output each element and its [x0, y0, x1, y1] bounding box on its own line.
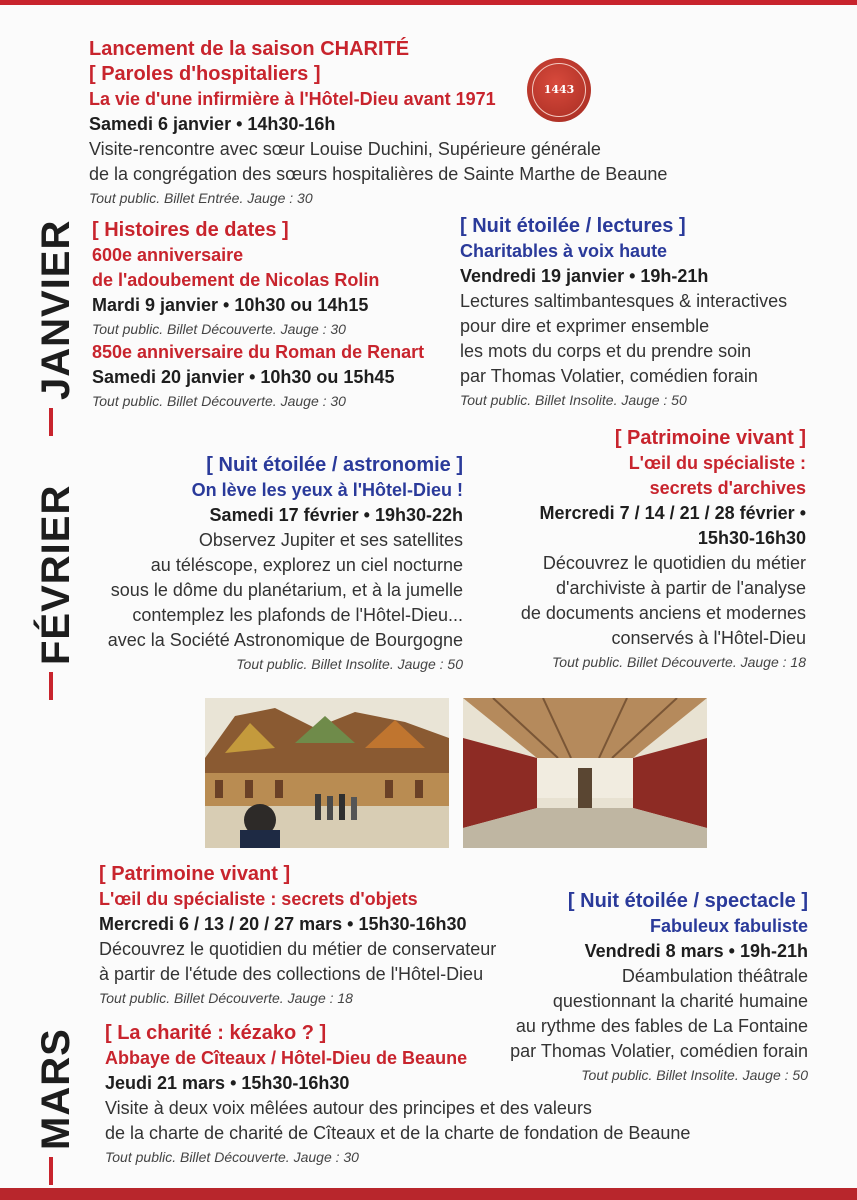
month-mars: MARS [34, 1028, 78, 1150]
seal-year: 1443 [543, 83, 575, 96]
event-desc: Déambulation théâtrale [621, 966, 808, 986]
event-tariff: Tout public. Billet Insolite. Jauge : 50 [236, 656, 463, 672]
event-desc: de la charte de charité de Cîteaux et de la charte de fondation de Beaune [105, 1123, 691, 1143]
event-desc: Visite à deux voix mêlées autour des principes et des valeurs [105, 1098, 592, 1118]
event-desc: Découvrez le quotidien du métier [542, 553, 806, 573]
event-date: Samedi 17 février • 19h30-22h [209, 505, 463, 525]
event-title: L'œil du spécialiste : secrets d'objets [99, 889, 418, 909]
event-patrimoine-objets [99, 862, 496, 1009]
event-date: Vendredi 8 mars • 19h-21h [584, 941, 808, 961]
event-tariff: Tout public. Billet Découverte. Jauge : 30 [92, 321, 346, 337]
event-title: L'œil du spécialiste : [628, 453, 806, 473]
event-desc: Découvrez le quotidien du métier de conservateur [99, 939, 497, 959]
event-desc: de la congrégation des sœurs hospitalières de Sainte Marthe de Beaune [89, 164, 668, 184]
event-desc: de documents anciens et modernes [520, 603, 806, 623]
event-desc: avec la Société Astronomique de Bourgogne [107, 630, 463, 650]
event-title: On lève les yeux à l'Hôtel-Dieu ! [191, 480, 463, 500]
event-nuit-astronomie [90, 453, 463, 675]
event-desc: au rythme des fables de La Fontaine [515, 1016, 808, 1036]
event-date: Mercredi 7 / 14 / 21 / 28 février • [539, 503, 806, 523]
event-category: [ Patrimoine vivant ] [614, 427, 806, 449]
event-tariff: Tout public. Billet Entrée. Jauge : 30 [89, 190, 313, 206]
event-histoires-de-dates [92, 218, 424, 412]
event-category: [ Paroles d'hospitaliers ] [89, 63, 321, 85]
hall-photo [463, 698, 707, 848]
event-title: Charitables à voix haute [460, 241, 668, 261]
event-supertitle: Lancement de la saison CHARITÉ [89, 38, 410, 60]
event-desc: conservés à l'Hôtel-Dieu [611, 628, 806, 648]
event-nuit-lectures [460, 214, 787, 411]
month-bar-janvier [49, 408, 53, 436]
event-desc: Visite-rencontre avec sœur Louise Duchini, Supérieure générale [89, 139, 601, 159]
event-charite-launch [89, 37, 667, 209]
event-title: Abbaye de Cîteaux / Hôtel-Dieu de Beaune [105, 1048, 468, 1068]
event-desc: d'archiviste à partir de l'analyse [556, 578, 806, 598]
event-desc: par Thomas Volatier, comédien forain [460, 366, 758, 386]
event-patrimoine-archives [490, 426, 806, 673]
event-category: [ Histoires de dates ] [92, 219, 289, 241]
event-charite-kezako [105, 1021, 690, 1168]
event-title: de l'adoubement de Nicolas Rolin [92, 270, 380, 290]
event-category: [ Nuit étoilée / astronomie ] [206, 454, 463, 476]
event-tariff: Tout public. Billet Insolite. Jauge : 50 [460, 392, 687, 408]
event-date: Samedi 6 janvier • 14h30-16h [89, 114, 336, 134]
event-category: [ La charité : kézako ? ] [105, 1022, 327, 1044]
event-title: secrets d'archives [649, 478, 806, 498]
event-date: Samedi 20 janvier • 10h30 ou 15h45 [92, 367, 395, 387]
event-desc: questionnant la charité humaine [552, 991, 808, 1011]
event-date: Vendredi 19 janvier • 19h-21h [460, 266, 709, 286]
courtyard-photo [205, 698, 449, 848]
event-desc: Observez Jupiter et ses satellites [198, 530, 463, 550]
event-title: La vie d'une infirmière à l'Hôtel-Dieu avant 1971 [89, 89, 496, 109]
event-category: [ Patrimoine vivant ] [99, 863, 291, 885]
month-bar-mars [49, 1157, 53, 1185]
courtyard-photo-art [205, 698, 449, 848]
event-category: [ Nuit étoilée / spectacle ] [567, 890, 808, 912]
event-title: Fabuleux fabuliste [649, 916, 808, 936]
event-tariff: Tout public. Billet Découverte. Jauge : 18 [552, 654, 806, 670]
event-date: Jeudi 21 mars • 15h30-16h30 [105, 1073, 350, 1093]
event-tariff: Tout public. Billet Insolite. Jauge : 50 [581, 1067, 808, 1083]
event-desc: à partir de l'étude des collections de l'Hôtel-Dieu [99, 964, 484, 984]
month-bar-fevrier [49, 672, 53, 700]
event-title: 600e anniversaire [92, 245, 244, 265]
month-fevrier: FÉVRIER [34, 484, 78, 665]
event-tariff: Tout public. Billet Découverte. Jauge : 18 [99, 990, 353, 1006]
event-desc: sous le dôme du planétarium, et à la jumelle [110, 580, 463, 600]
bottom-edge [0, 1188, 857, 1200]
hall-photo-art [463, 698, 707, 848]
event-date: 15h30-16h30 [697, 528, 806, 548]
event-desc: au téléscope, explorez un ciel nocturne [150, 555, 463, 575]
event-tariff: Tout public. Billet Découverte. Jauge : 30 [92, 393, 346, 409]
event-date: Mardi 9 janvier • 10h30 ou 14h15 [92, 295, 369, 315]
event-date: Mercredi 6 / 13 / 20 / 27 mars • 15h30-16h30 [99, 914, 467, 934]
top-edge [0, 0, 857, 5]
event-desc: par Thomas Volatier, comédien forain [510, 1041, 808, 1061]
event-desc: les mots du corps et du prendre soin [460, 341, 752, 361]
event-desc: contemplez les plafonds de l'Hôtel-Dieu... [132, 605, 463, 625]
event-title: 850e anniversaire du Roman de Renart [92, 342, 425, 362]
event-category: [ Nuit étoilée / lectures ] [460, 215, 686, 237]
event-tariff: Tout public. Billet Découverte. Jauge : 30 [105, 1149, 359, 1165]
event-desc: pour dire et exprimer ensemble [460, 316, 710, 336]
month-janvier: JANVIER [34, 219, 78, 400]
event-desc: Lectures saltimbantesques & interactives [460, 291, 788, 311]
